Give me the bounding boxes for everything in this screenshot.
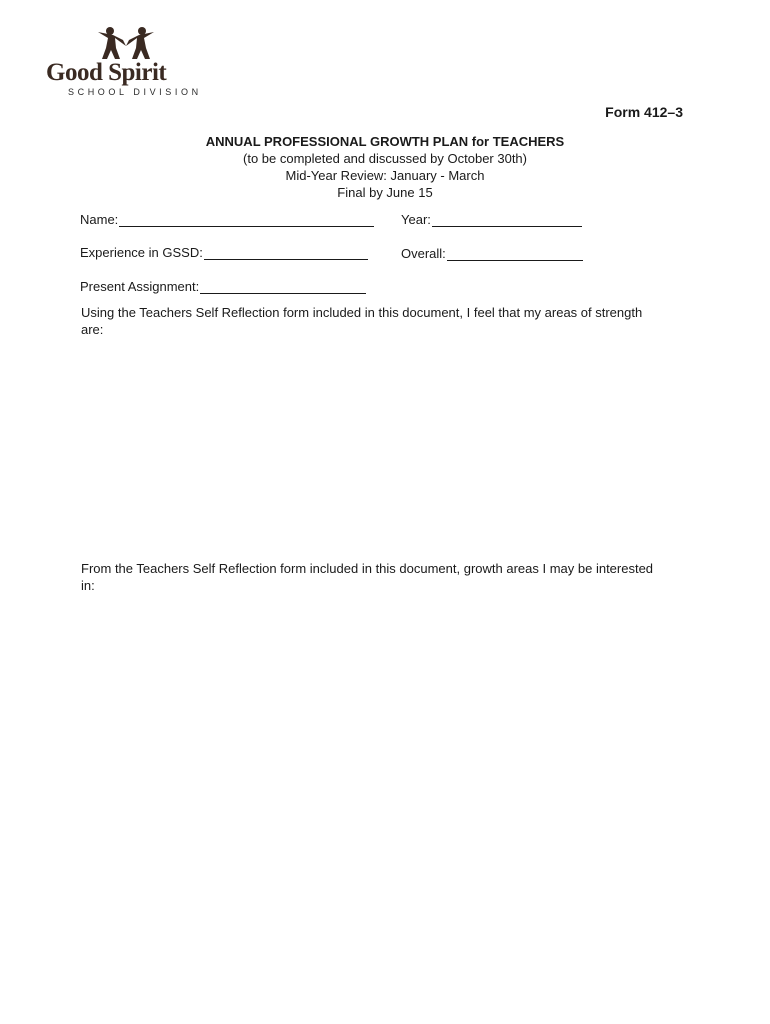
logo-wordmark: Good Spirit xyxy=(46,59,167,86)
overall-field xyxy=(401,246,583,261)
form-title: ANNUAL PROFESSIONAL GROWTH PLAN for TEACHERS xyxy=(205,134,565,149)
experience-field xyxy=(80,245,368,260)
mid-year-review-note: Mid-Year Review: January - March xyxy=(285,168,485,183)
school-division-logo xyxy=(46,26,202,100)
experience-input-line[interactable] xyxy=(204,247,368,260)
two-figures-heart-icon xyxy=(96,26,156,60)
deadline-note: (to be completed and discussed by October 30th) xyxy=(243,151,527,166)
form-number: Form 412–3 xyxy=(605,104,683,120)
name-label: Name: xyxy=(80,212,119,227)
assignment-label: Present Assignment: xyxy=(80,279,200,294)
form-header xyxy=(0,133,770,201)
year-input-line[interactable] xyxy=(432,214,582,227)
experience-label: Experience in GSSD: xyxy=(80,245,203,260)
year-field xyxy=(401,212,582,227)
final-deadline-note: Final by June 15 xyxy=(337,185,433,200)
name-field xyxy=(80,212,374,227)
year-label: Year: xyxy=(401,212,431,227)
growth-areas-prompt: From the Teachers Self Reflection form included in this document, growth areas I may be interested in: xyxy=(81,561,654,593)
overall-label: Overall: xyxy=(401,246,446,261)
strengths-prompt: Using the Teachers Self Reflection form included in this document, I feel that my areas of strength are: xyxy=(81,305,643,337)
assignment-input-line[interactable] xyxy=(200,281,366,294)
logo-subtitle: SCHOOL DIVISION xyxy=(68,87,202,97)
name-input-line[interactable] xyxy=(119,214,374,227)
assignment-field xyxy=(80,279,366,294)
overall-input-line[interactable] xyxy=(447,248,583,261)
